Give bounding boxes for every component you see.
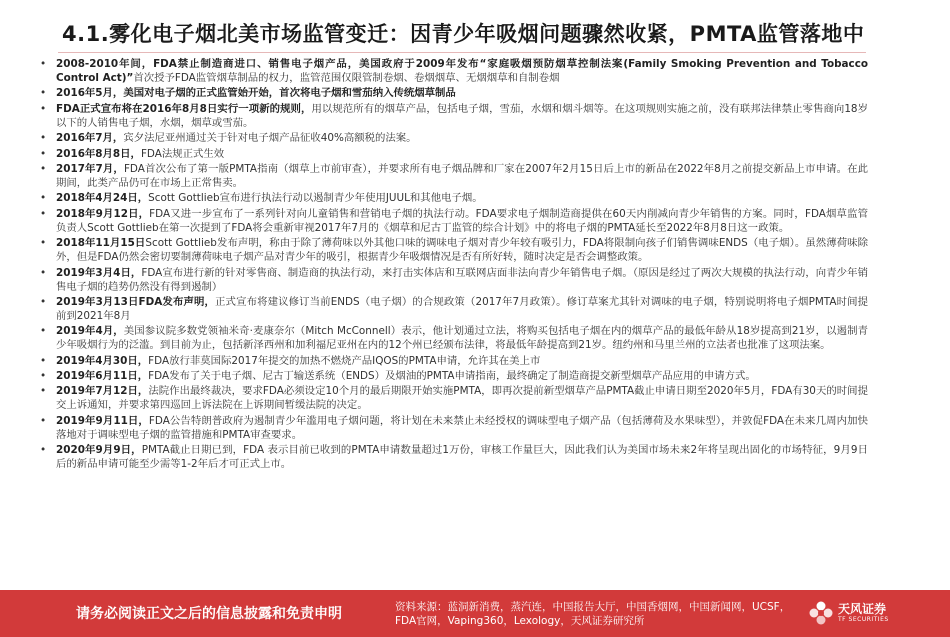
timeline-item bbox=[38, 102, 868, 130]
bullet-marker: • bbox=[40, 237, 47, 250]
timeline-item bbox=[38, 354, 868, 368]
item-text: FDA首次公布了第一版PMTA指南（烟草上市前审查），并要求所有电子烟品牌和厂家在2007年2月15日后上市的新品在2022年8月之前提交新品上市申请。在此期间，此类产品仍可在市场上正常售卖。 bbox=[56, 162, 869, 189]
item-text: 美国参议院多数党领袖米奇·麦康奈尔（Mitch McConnell）表示，他计划通过立法，将购买包括电子烟在内的烟草产品的最低年龄从18岁提高到21岁，以遏制青少年吸烟行为的泛滥。到目前为止，包括新泽西州和加利福尼亚州在内的12个州已经颁布法律，将最低年龄提高到21岁。纽约州和马里兰州的立法者也批准了这项法案。 bbox=[56, 325, 868, 352]
item-date: 2018年4月24日， bbox=[56, 192, 149, 205]
item-text: PMTA截止日期已到，FDA 表示目前已收到的PMTA申请数量超过1万份，审核工作量巨大，因此我们认为美国市场未来2年将呈现出固化的市场特征，9月9日后的新品申请可能至少需等1-2年后才可正式上市。 bbox=[56, 444, 868, 471]
timeline-item bbox=[38, 414, 868, 442]
item-date: 2020年9月9日， bbox=[56, 444, 142, 457]
item-date: 2018年11月15日 bbox=[56, 237, 146, 250]
item-text: FDA发布了关于电子烟、尼古丁输送系统（ENDS）及烟油的PMTA申请指南，最终确定了制造商提交新型烟草产品应用的申请方式。 bbox=[148, 370, 756, 383]
disclaimer-text: 请务必阅读正文之后的信息披露和免责申明 bbox=[76, 606, 342, 622]
logo-name-en: TF SECURITIES bbox=[838, 616, 889, 623]
timeline-list bbox=[38, 57, 868, 473]
item-date: FDA正式宣布将在2016年8月8日实行一项新的规则， bbox=[56, 102, 312, 115]
bullet-marker: • bbox=[40, 192, 47, 205]
item-date: 2016年7月， bbox=[56, 132, 124, 145]
logo-name-cn: 天风证券 bbox=[838, 602, 887, 616]
item-date: 2018年9月12日， bbox=[56, 207, 150, 220]
item-text: Scott Gottlieb发布声明，称由于除了薄荷味以外其他口味的调味电子烟对青少年较有吸引力，FDA将限制向孩子们销售调味ENDS（电子烟）。虽然薄荷味除外，但是FDA仍然会密切要制薄荷味电子烟产品对青少年的吸引，根据青少年吸烟情况是否有所好转，随时决定是否会调整政策。 bbox=[56, 237, 868, 264]
item-date: 2016年8月8日， bbox=[56, 147, 141, 160]
timeline-item bbox=[38, 86, 868, 100]
title-divider bbox=[58, 52, 866, 53]
bullet-marker: • bbox=[40, 207, 47, 220]
bullet-marker: • bbox=[40, 370, 47, 383]
item-date: 2019年9月11日， bbox=[56, 414, 149, 427]
item-text: FDA又进一步宣布了一系列针对向儿童销售和营销电子烟的执法行动。FDA要求电子烟制造商提供在60天内削减向青少年销售的方案。同时，FDA烟草监管负责人Scott Gottlieb在第一次提到了FDA将会重新审视2017年7月的《烟草和尼古丁监管的综合计划》中的将电子烟的PMTA延长至2022年8月8日这一政策。 bbox=[56, 207, 868, 234]
timeline-item bbox=[38, 295, 868, 323]
item-date: 2016年5月，美国对电子烟的正式监管始开始，首次将电子烟和雪茄纳入传统烟草制品 bbox=[56, 87, 456, 100]
bullet-marker: • bbox=[40, 354, 47, 367]
timeline-item bbox=[38, 131, 868, 145]
logo-flower-icon bbox=[808, 600, 834, 626]
company-logo bbox=[808, 598, 942, 630]
bullet-marker: • bbox=[40, 162, 47, 175]
item-date: 2019年4月， bbox=[56, 325, 124, 338]
footer-bar bbox=[0, 590, 950, 637]
item-text: FDA公告特朗普政府为遏制青少年滥用电子烟问题，将计划在未来禁止未经授权的调味型电子烟产品（包括薄荷及水果味型），并敦促FDA在未来几周内加快落地对于调味型电子烟的监管措施和PMTA审查要求。 bbox=[56, 414, 868, 441]
item-text: FDA法规正式生效 bbox=[140, 147, 225, 160]
timeline-item bbox=[38, 369, 868, 383]
timeline-item bbox=[38, 162, 868, 190]
timeline-item bbox=[38, 384, 868, 412]
bullet-marker: • bbox=[40, 444, 47, 457]
source-note: 资料来源：蓝洞新消费，蒸汽连，中国报告大厅，中国香烟网，中国新闻网，UCSF，FDA官网，Vaping360，Lexology，天风证券研究所 bbox=[395, 601, 791, 627]
item-date: 2019年4月30日， bbox=[56, 354, 149, 367]
bullet-marker: • bbox=[40, 266, 47, 279]
timeline-item bbox=[38, 443, 868, 471]
timeline-item bbox=[38, 147, 868, 161]
bullet-marker: • bbox=[40, 147, 47, 160]
item-date: 2019年3月13日FDA发布声明， bbox=[56, 295, 216, 308]
item-text: FDA放行菲莫国际2017年提交的加热不燃烧产品IQOS的PMTA申请，允许其在美上市 bbox=[148, 354, 541, 367]
bullet-marker: • bbox=[40, 325, 47, 338]
item-date: 2019年3月4日， bbox=[56, 266, 142, 279]
item-date: 2019年6月11日， bbox=[56, 370, 149, 383]
item-date: 2017年7月， bbox=[56, 162, 124, 175]
timeline-item bbox=[38, 236, 868, 264]
item-text: 法院作出最终裁决，要求FDA必须设定10个月的最后期限开始实施PMTA，即再次提前新型烟草产品PMTA截止申请日期至2020年5月，FDA有30天的时间提交上诉通知，并要求第四巡回上诉法院在上诉期间暂缓法院的决定。 bbox=[56, 385, 868, 412]
item-text: 首次授予FDA监管烟草制品的权力，监管范围仅限管制卷烟、卷烟烟草、无烟烟草和自制卷烟 bbox=[133, 72, 560, 84]
item-text: FDA宣布进行新的针对零售商、制造商的执法行动，来打击实体店和互联网店面非法向青少年销售电子烟。（原因是经过了两次大规模的执法行动，向青少年销售电子烟的趋势仍然没有得到遏制） bbox=[56, 266, 868, 293]
item-text: 宾夕法尼亚州通过关于针对电子烟产品征收40%高额税的法案。 bbox=[123, 132, 417, 145]
bullet-marker: • bbox=[40, 102, 47, 115]
item-date: 2019年7月12日， bbox=[56, 385, 149, 398]
timeline-item bbox=[38, 266, 868, 294]
bullet-marker: • bbox=[40, 87, 47, 100]
item-text: Scott Gottlieb宣布进行执法行动以遏制青少年使用JUUL和其他电子烟。 bbox=[148, 192, 483, 205]
bullet-marker: • bbox=[40, 385, 47, 398]
bullet-marker: • bbox=[40, 414, 47, 427]
page-title: 4.1.雾化电子烟北美市场监管变迁：因青少年吸烟问题骤然收紧，PMTA监管落地中 bbox=[62, 22, 865, 46]
bullet-marker: • bbox=[40, 58, 47, 70]
timeline-item bbox=[38, 324, 868, 352]
item-date: 2008-2010年间，FDA禁止制造商进口、销售电子烟产品，美国政府于2009年发布“家庭吸烟预防烟草控制法案(Family Smoking Prevention and Tobacco Control Act)” bbox=[56, 58, 868, 84]
timeline-item bbox=[38, 191, 868, 205]
bullet-marker: • bbox=[40, 295, 47, 308]
bullet-marker: • bbox=[40, 132, 47, 145]
timeline-item bbox=[38, 207, 868, 235]
timeline-item bbox=[38, 57, 868, 85]
item-text: 用以规范所有的烟草产品，包括电子烟，雪茄，水烟和烟斗烟等。在这项规则实施之前，没有联邦法律禁止零售商向18岁以下的人销售电子烟，水烟，烟草或雪茄。 bbox=[56, 102, 868, 129]
item-text: 正式宣布将建议修订当前ENDS（电子烟）的合规政策（2017年7月政策）。修订草案尤其针对调味的电子烟，特别说明将电子烟PMTA时间提前到2021年8月 bbox=[56, 295, 869, 322]
